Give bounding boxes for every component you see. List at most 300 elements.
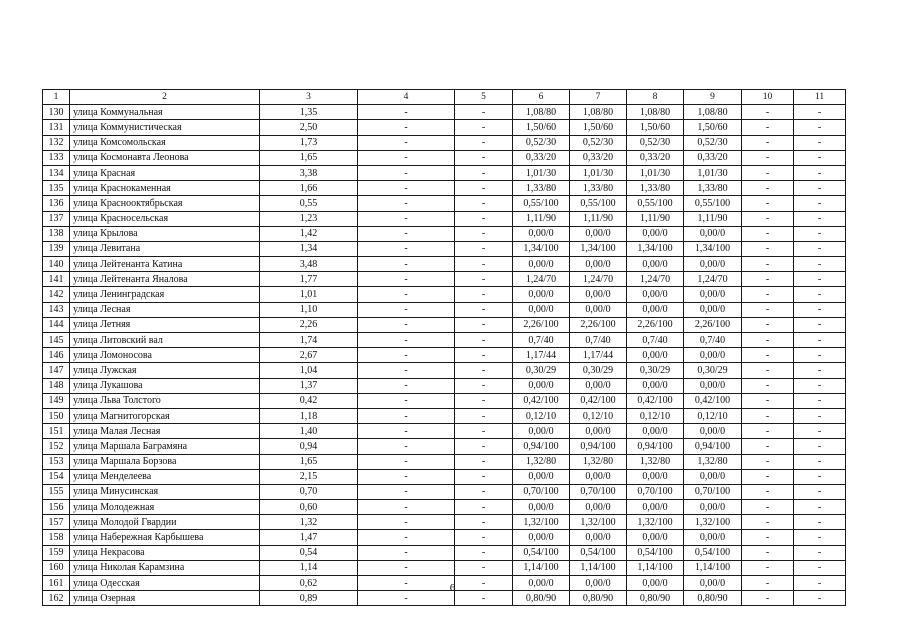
table-cell: 0,00/0 bbox=[513, 500, 570, 515]
street-name-cell: улица Николая Карамзина bbox=[70, 560, 260, 575]
table-cell: - bbox=[358, 257, 455, 272]
table-cell: 0,55/100 bbox=[570, 196, 627, 211]
table-cell: 1,33/80 bbox=[513, 181, 570, 196]
row-number-cell: 138 bbox=[43, 226, 70, 241]
table-cell: 0,54/100 bbox=[513, 545, 570, 560]
table-cell: - bbox=[358, 454, 455, 469]
table-cell: 0,00/0 bbox=[513, 287, 570, 302]
table-cell: - bbox=[455, 135, 513, 150]
table-cell: 0,00/0 bbox=[684, 287, 742, 302]
table-row bbox=[43, 393, 846, 408]
street-name-cell: улица Маршала Баграмяна bbox=[70, 439, 260, 454]
table-row bbox=[43, 287, 846, 302]
table-cell: - bbox=[794, 211, 846, 226]
table-cell: - bbox=[794, 302, 846, 317]
street-name-cell: улица Ленинградская bbox=[70, 287, 260, 302]
table-cell: 1,32/100 bbox=[570, 515, 627, 530]
street-name-cell: улица Льва Толстого bbox=[70, 393, 260, 408]
street-name-cell: улица Краснокаменная bbox=[70, 181, 260, 196]
table-cell: 1,66 bbox=[260, 181, 358, 196]
table-cell: - bbox=[742, 408, 794, 423]
table-row bbox=[43, 424, 846, 439]
table-cell: 1,50/60 bbox=[570, 120, 627, 135]
table-cell: 0,42 bbox=[260, 393, 358, 408]
table-cell: 0,42/100 bbox=[570, 393, 627, 408]
table-cell: - bbox=[455, 333, 513, 348]
table-cell: - bbox=[358, 424, 455, 439]
table-cell: - bbox=[794, 120, 846, 135]
table-cell: - bbox=[455, 454, 513, 469]
table-cell: 0,00/0 bbox=[570, 576, 627, 591]
table-cell: - bbox=[742, 287, 794, 302]
table-cell: 0,00/0 bbox=[570, 226, 627, 241]
table-cell: 1,23 bbox=[260, 211, 358, 226]
table-cell: 0,00/0 bbox=[684, 424, 742, 439]
table-cell: 1,11/90 bbox=[513, 211, 570, 226]
table-cell: 1,17/44 bbox=[570, 348, 627, 363]
table-row bbox=[43, 500, 846, 515]
table-cell: - bbox=[358, 302, 455, 317]
table-cell: 1,40 bbox=[260, 424, 358, 439]
table-cell: - bbox=[358, 576, 455, 591]
table-cell: 0,94 bbox=[260, 439, 358, 454]
table-cell: - bbox=[455, 363, 513, 378]
row-number-cell: 140 bbox=[43, 257, 70, 272]
table-cell: - bbox=[358, 530, 455, 545]
street-name-cell: улица Малая Лесная bbox=[70, 424, 260, 439]
table-cell: - bbox=[794, 515, 846, 530]
table-cell: 0,55/100 bbox=[513, 196, 570, 211]
table-cell: 0,52/30 bbox=[684, 135, 742, 150]
table-cell: 0,00/0 bbox=[684, 378, 742, 393]
table-cell: - bbox=[794, 257, 846, 272]
table-cell: 1,33/80 bbox=[684, 181, 742, 196]
table-cell: - bbox=[358, 317, 455, 332]
table-cell: 0,54/100 bbox=[627, 545, 684, 560]
column-header-8: 8 bbox=[627, 90, 684, 105]
table-cell: - bbox=[358, 378, 455, 393]
row-number-cell: 158 bbox=[43, 530, 70, 545]
table-cell: - bbox=[358, 165, 455, 180]
column-header-10: 10 bbox=[742, 90, 794, 105]
table-cell: 0,00/0 bbox=[684, 348, 742, 363]
table-cell: - bbox=[455, 484, 513, 499]
table-cell: 1,24/70 bbox=[684, 272, 742, 287]
street-name-cell: улица Литовский вал bbox=[70, 333, 260, 348]
table-cell: 1,01/30 bbox=[570, 165, 627, 180]
table-cell: - bbox=[358, 135, 455, 150]
table-cell: 0,00/0 bbox=[627, 226, 684, 241]
table-cell: - bbox=[742, 576, 794, 591]
table-row bbox=[43, 484, 846, 499]
table-cell: 2,26/100 bbox=[513, 317, 570, 332]
street-name-cell: улица Коммунальная bbox=[70, 105, 260, 120]
row-number-cell: 141 bbox=[43, 272, 70, 287]
table-cell: - bbox=[455, 165, 513, 180]
table-cell: - bbox=[794, 150, 846, 165]
table-cell: 1,14 bbox=[260, 560, 358, 575]
table-cell: 1,01/30 bbox=[627, 165, 684, 180]
table-cell: 0,00/0 bbox=[513, 378, 570, 393]
table-cell: 1,14/100 bbox=[684, 560, 742, 575]
street-name-cell: улица Некрасова bbox=[70, 545, 260, 560]
table-cell: 1,32/80 bbox=[570, 454, 627, 469]
table-row bbox=[43, 257, 846, 272]
row-number-cell: 151 bbox=[43, 424, 70, 439]
table-cell: - bbox=[742, 545, 794, 560]
table-cell: 0,12/10 bbox=[513, 408, 570, 423]
table-cell: 2,26/100 bbox=[627, 317, 684, 332]
table-cell: 0,94/100 bbox=[570, 439, 627, 454]
table-cell: - bbox=[455, 105, 513, 120]
table-cell: 1,34/100 bbox=[513, 241, 570, 256]
table-row bbox=[43, 317, 846, 332]
table-row bbox=[43, 530, 846, 545]
table-cell: 0,52/30 bbox=[570, 135, 627, 150]
table-cell: - bbox=[742, 439, 794, 454]
table-cell: - bbox=[358, 120, 455, 135]
table-cell: 0,00/0 bbox=[513, 469, 570, 484]
table-cell: 0,70 bbox=[260, 484, 358, 499]
row-number-cell: 150 bbox=[43, 408, 70, 423]
table-cell: - bbox=[742, 378, 794, 393]
table-cell: - bbox=[742, 530, 794, 545]
table-cell: - bbox=[455, 545, 513, 560]
table-cell: 3,38 bbox=[260, 165, 358, 180]
table-cell: 0,80/90 bbox=[684, 591, 742, 606]
table-cell: 1,65 bbox=[260, 150, 358, 165]
table-cell: 1,65 bbox=[260, 454, 358, 469]
row-number-cell: 144 bbox=[43, 317, 70, 332]
row-number-cell: 142 bbox=[43, 287, 70, 302]
table-cell: - bbox=[794, 500, 846, 515]
table-cell: 0,54 bbox=[260, 545, 358, 560]
table-cell: - bbox=[455, 348, 513, 363]
table-cell: 0,94/100 bbox=[513, 439, 570, 454]
row-number-cell: 135 bbox=[43, 181, 70, 196]
table-row bbox=[43, 302, 846, 317]
table-body bbox=[43, 90, 846, 606]
table-cell: - bbox=[742, 363, 794, 378]
table-cell: - bbox=[358, 545, 455, 560]
table-cell: - bbox=[455, 317, 513, 332]
table-cell: - bbox=[742, 120, 794, 135]
table-cell: - bbox=[358, 226, 455, 241]
table-cell: - bbox=[742, 196, 794, 211]
table-cell: 0,70/100 bbox=[570, 484, 627, 499]
table-cell: 0,42/100 bbox=[684, 393, 742, 408]
table-cell: 0,00/0 bbox=[627, 348, 684, 363]
table-cell: - bbox=[794, 469, 846, 484]
table-cell: 0,00/0 bbox=[684, 257, 742, 272]
table-cell: 1,32 bbox=[260, 515, 358, 530]
table-cell: - bbox=[742, 333, 794, 348]
table-cell: - bbox=[794, 424, 846, 439]
row-number-cell: 160 bbox=[43, 560, 70, 575]
table-cell: 0,00/0 bbox=[513, 530, 570, 545]
table-cell: 0,80/90 bbox=[570, 591, 627, 606]
table-cell: - bbox=[794, 591, 846, 606]
table-cell: - bbox=[455, 241, 513, 256]
row-number-cell: 148 bbox=[43, 378, 70, 393]
table-cell: - bbox=[455, 226, 513, 241]
table-cell: 1,01/30 bbox=[684, 165, 742, 180]
table-cell: - bbox=[455, 211, 513, 226]
row-number-cell: 154 bbox=[43, 469, 70, 484]
table-cell: 0,55 bbox=[260, 196, 358, 211]
table-cell: 0,55/100 bbox=[627, 196, 684, 211]
table-cell: 0,00/0 bbox=[570, 378, 627, 393]
column-header-2: 2 bbox=[70, 90, 260, 105]
table-cell: - bbox=[358, 348, 455, 363]
table-cell: - bbox=[455, 287, 513, 302]
table-cell: - bbox=[794, 181, 846, 196]
table-cell: - bbox=[455, 591, 513, 606]
table-cell: - bbox=[358, 393, 455, 408]
table-cell: 0,00/0 bbox=[627, 424, 684, 439]
table-row bbox=[43, 241, 846, 256]
table-row bbox=[43, 165, 846, 180]
table-cell: - bbox=[455, 378, 513, 393]
table-cell: 2,26/100 bbox=[684, 317, 742, 332]
table-cell: - bbox=[358, 287, 455, 302]
table-header-row bbox=[43, 90, 846, 105]
table-cell: - bbox=[742, 484, 794, 499]
table-cell: - bbox=[742, 241, 794, 256]
table-cell: - bbox=[455, 393, 513, 408]
table-cell: 0,12/10 bbox=[627, 408, 684, 423]
table-cell: 1,14/100 bbox=[627, 560, 684, 575]
table-cell: 0,60 bbox=[260, 500, 358, 515]
table-cell: - bbox=[455, 408, 513, 423]
table-cell: 0,00/0 bbox=[513, 424, 570, 439]
street-name-cell: улица Молодой Гвардии bbox=[70, 515, 260, 530]
table-cell: 0,12/10 bbox=[684, 408, 742, 423]
table-cell: 0,54/100 bbox=[684, 545, 742, 560]
table-cell: 0,30/29 bbox=[513, 363, 570, 378]
table-cell: 1,24/70 bbox=[627, 272, 684, 287]
table-cell: 0,7/40 bbox=[570, 333, 627, 348]
table-row bbox=[43, 181, 846, 196]
row-number-cell: 132 bbox=[43, 135, 70, 150]
table-cell: - bbox=[455, 560, 513, 575]
table-cell: - bbox=[358, 560, 455, 575]
table-cell: - bbox=[794, 530, 846, 545]
table-cell: - bbox=[742, 500, 794, 515]
table-cell: 0,70/100 bbox=[627, 484, 684, 499]
table-cell: 0,42/100 bbox=[513, 393, 570, 408]
table-row bbox=[43, 545, 846, 560]
table-cell: - bbox=[358, 241, 455, 256]
table-cell: 0,00/0 bbox=[570, 424, 627, 439]
table-cell: - bbox=[794, 454, 846, 469]
table-cell: 0,30/29 bbox=[570, 363, 627, 378]
table-cell: - bbox=[794, 363, 846, 378]
table-cell: - bbox=[794, 408, 846, 423]
table-cell: - bbox=[794, 439, 846, 454]
table-cell: - bbox=[742, 560, 794, 575]
table-cell: 0,00/0 bbox=[627, 257, 684, 272]
table-cell: 1,01 bbox=[260, 287, 358, 302]
table-cell: - bbox=[455, 500, 513, 515]
table-cell: - bbox=[794, 196, 846, 211]
table-cell: 0,00/0 bbox=[513, 576, 570, 591]
table-cell: 0,7/40 bbox=[513, 333, 570, 348]
row-number-cell: 134 bbox=[43, 165, 70, 180]
row-number-cell: 146 bbox=[43, 348, 70, 363]
street-data-table bbox=[42, 89, 846, 606]
table-cell: 1,34 bbox=[260, 241, 358, 256]
row-number-cell: 153 bbox=[43, 454, 70, 469]
table-row bbox=[43, 515, 846, 530]
table-cell: - bbox=[358, 439, 455, 454]
table-row bbox=[43, 135, 846, 150]
table-cell: 0,80/90 bbox=[627, 591, 684, 606]
table-cell: - bbox=[742, 226, 794, 241]
column-header-5: 5 bbox=[455, 90, 513, 105]
table-cell: 0,00/0 bbox=[684, 469, 742, 484]
table-cell: - bbox=[455, 424, 513, 439]
table-cell: - bbox=[742, 211, 794, 226]
table-cell: 1,32/100 bbox=[513, 515, 570, 530]
table-cell: 1,73 bbox=[260, 135, 358, 150]
table-cell: 2,26 bbox=[260, 317, 358, 332]
table-cell: - bbox=[742, 393, 794, 408]
table-cell: - bbox=[455, 576, 513, 591]
table-cell: - bbox=[455, 515, 513, 530]
table-cell: 1,37 bbox=[260, 378, 358, 393]
table-cell: - bbox=[742, 105, 794, 120]
table-cell: 1,47 bbox=[260, 530, 358, 545]
table-cell: 1,01/30 bbox=[513, 165, 570, 180]
row-number-cell: 145 bbox=[43, 333, 70, 348]
table-row bbox=[43, 120, 846, 135]
table-cell: 0,00/0 bbox=[513, 302, 570, 317]
street-name-cell: улица Молодежная bbox=[70, 500, 260, 515]
table-cell: 0,00/0 bbox=[684, 530, 742, 545]
table-cell: - bbox=[742, 348, 794, 363]
table-cell: - bbox=[358, 181, 455, 196]
table-cell: 1,32/80 bbox=[684, 454, 742, 469]
table-cell: - bbox=[358, 272, 455, 287]
table-cell: 1,11/90 bbox=[627, 211, 684, 226]
table-cell: - bbox=[358, 333, 455, 348]
table-cell: - bbox=[358, 363, 455, 378]
table-cell: - bbox=[455, 181, 513, 196]
table-cell: 0,00/0 bbox=[570, 302, 627, 317]
table-cell: - bbox=[742, 150, 794, 165]
table-cell: 3,48 bbox=[260, 257, 358, 272]
street-name-cell: улица Менделеева bbox=[70, 469, 260, 484]
table-cell: - bbox=[455, 120, 513, 135]
table-cell: - bbox=[455, 257, 513, 272]
table-row bbox=[43, 150, 846, 165]
table-cell: 0,80/90 bbox=[513, 591, 570, 606]
table-cell: - bbox=[358, 105, 455, 120]
table-row bbox=[43, 439, 846, 454]
table-cell: 0,00/0 bbox=[513, 226, 570, 241]
table-row bbox=[43, 560, 846, 575]
table-row bbox=[43, 333, 846, 348]
table-row bbox=[43, 272, 846, 287]
row-number-cell: 137 bbox=[43, 211, 70, 226]
table-cell: - bbox=[358, 408, 455, 423]
table-cell: - bbox=[455, 302, 513, 317]
table-cell: 0,52/30 bbox=[513, 135, 570, 150]
table-cell: 0,42/100 bbox=[627, 393, 684, 408]
row-number-cell: 139 bbox=[43, 241, 70, 256]
table-cell: 1,14/100 bbox=[513, 560, 570, 575]
row-number-cell: 130 bbox=[43, 105, 70, 120]
table-cell: 0,00/0 bbox=[627, 287, 684, 302]
table-cell: 0,7/40 bbox=[684, 333, 742, 348]
table-cell: - bbox=[742, 165, 794, 180]
table-cell: 0,94/100 bbox=[684, 439, 742, 454]
table-cell: 0,94/100 bbox=[627, 439, 684, 454]
row-number-cell: 149 bbox=[43, 393, 70, 408]
table-cell: 2,50 bbox=[260, 120, 358, 135]
table-cell: - bbox=[794, 317, 846, 332]
table-cell: 1,50/60 bbox=[684, 120, 742, 135]
table-cell: 0,89 bbox=[260, 591, 358, 606]
table-cell: - bbox=[794, 165, 846, 180]
table-cell: 1,08/80 bbox=[684, 105, 742, 120]
table-cell: 0,33/20 bbox=[513, 150, 570, 165]
table-cell: 1,34/100 bbox=[627, 241, 684, 256]
table-cell: 1,50/60 bbox=[513, 120, 570, 135]
street-name-cell: улица Крылова bbox=[70, 226, 260, 241]
street-name-cell: улица Озерная bbox=[70, 591, 260, 606]
table-cell: 1,42 bbox=[260, 226, 358, 241]
table-cell: - bbox=[742, 591, 794, 606]
table-cell: 0,7/40 bbox=[627, 333, 684, 348]
table-row bbox=[43, 211, 846, 226]
table-cell: - bbox=[358, 484, 455, 499]
row-number-cell: 156 bbox=[43, 500, 70, 515]
table-cell: - bbox=[742, 454, 794, 469]
table-cell: 0,52/30 bbox=[627, 135, 684, 150]
table-cell: 0,00/0 bbox=[570, 257, 627, 272]
row-number-cell: 133 bbox=[43, 150, 70, 165]
table-cell: 1,34/100 bbox=[684, 241, 742, 256]
table-cell: 0,62 bbox=[260, 576, 358, 591]
table-cell: - bbox=[742, 424, 794, 439]
row-number-cell: 161 bbox=[43, 576, 70, 591]
column-header-1: 1 bbox=[43, 90, 70, 105]
row-number-cell: 159 bbox=[43, 545, 70, 560]
street-name-cell: улица Минусинская bbox=[70, 484, 260, 499]
street-name-cell: улица Одесская bbox=[70, 576, 260, 591]
table-cell: 1,34/100 bbox=[570, 241, 627, 256]
table-cell: 1,11/90 bbox=[570, 211, 627, 226]
column-header-4: 4 bbox=[358, 90, 455, 105]
table-cell: - bbox=[794, 393, 846, 408]
table-cell: 1,77 bbox=[260, 272, 358, 287]
street-name-cell: улица Лейтенанта Яналова bbox=[70, 272, 260, 287]
table-cell: - bbox=[794, 348, 846, 363]
street-name-cell: улица Космонавта Леонова bbox=[70, 150, 260, 165]
table-cell: - bbox=[742, 181, 794, 196]
table-row bbox=[43, 226, 846, 241]
table-cell: - bbox=[794, 287, 846, 302]
column-header-11: 11 bbox=[794, 90, 846, 105]
row-number-cell: 152 bbox=[43, 439, 70, 454]
table-row bbox=[43, 105, 846, 120]
table-cell: 0,30/29 bbox=[627, 363, 684, 378]
street-name-cell: улица Красная bbox=[70, 165, 260, 180]
table-cell: - bbox=[455, 196, 513, 211]
street-name-cell: улица Левитана bbox=[70, 241, 260, 256]
